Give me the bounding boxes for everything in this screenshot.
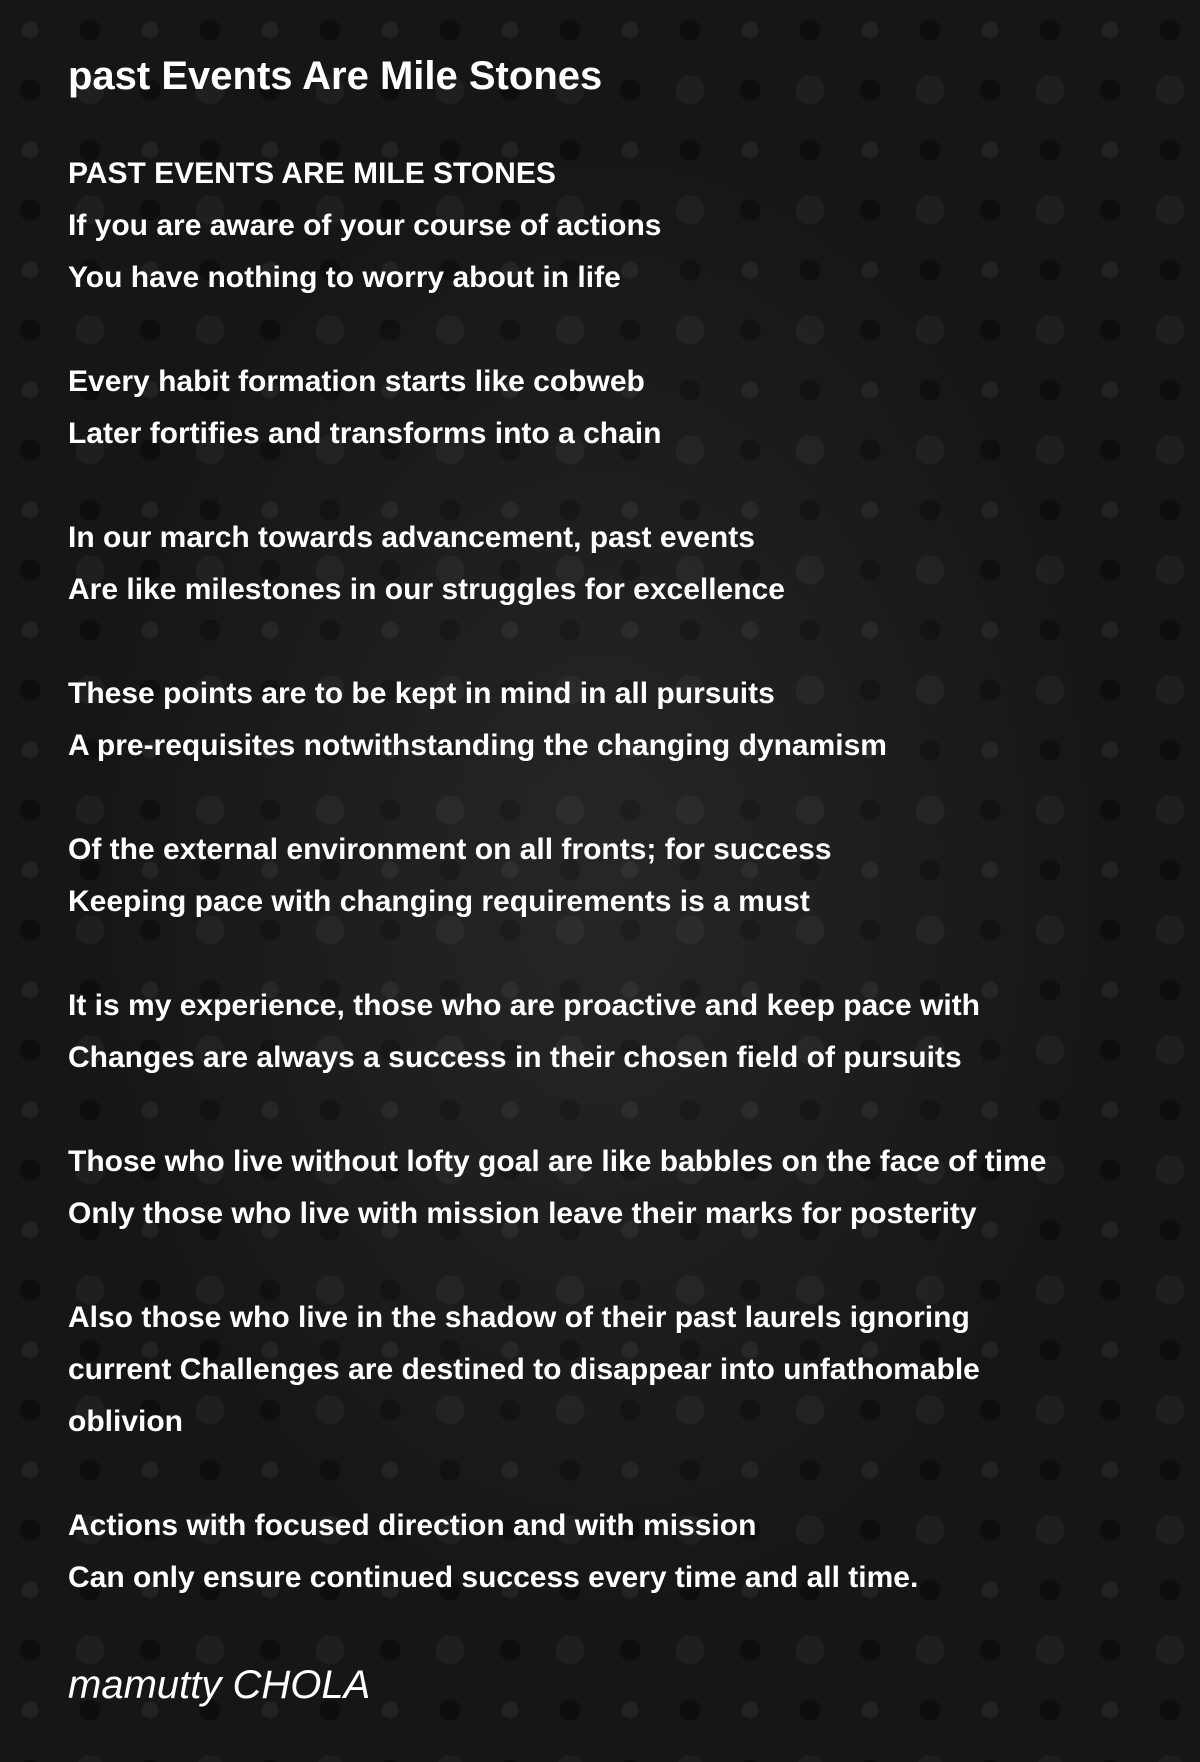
poem-line: PAST EVENTS ARE MILE STONES: [68, 157, 556, 190]
stanza: [68, 980, 1168, 1084]
stanza: [68, 668, 1168, 772]
stanza: [68, 512, 1168, 616]
poem-line: oblivion: [68, 1405, 183, 1438]
poem-line: Those who live without lofty goal are like babbles on the face of time: [68, 1145, 1047, 1178]
poem-line: Every habit formation starts like cobweb: [68, 365, 645, 398]
poem-line: It is my experience, those who are proactive and keep pace with: [68, 989, 980, 1022]
stanza: [68, 824, 1168, 928]
poem-line: Also those who live in the shadow of their past laurels ignoring: [68, 1301, 970, 1334]
poem-line: Can only ensure continued success every time and all time.: [68, 1561, 919, 1594]
stanza: [68, 1292, 1168, 1448]
poem-line: If you are aware of your course of actions: [68, 209, 662, 242]
poem-title: past Events Are Mile Stones: [68, 54, 603, 98]
poem-line: A pre-requisites notwithstanding the changing dynamism: [68, 729, 887, 762]
poem-line: Of the external environment on all fronts; for success: [68, 833, 832, 866]
stanza: [68, 1500, 1168, 1604]
poem-body: [68, 148, 1168, 1656]
poem-line: Later fortifies and transforms into a chain: [68, 417, 662, 450]
poem-line: Actions with focused direction and with mission: [68, 1509, 757, 1542]
poem-line: Changes are always a success in their chosen field of pursuits: [68, 1041, 962, 1074]
poem-line: Are like milestones in our struggles for excellence: [68, 573, 785, 606]
poem-line: You have nothing to worry about in life: [68, 261, 621, 294]
poem-line: These points are to be kept in mind in all pursuits: [68, 677, 775, 710]
poem-line: In our march towards advancement, past events: [68, 521, 755, 554]
poem-line: Only those who live with mission leave their marks for posterity: [68, 1197, 977, 1230]
stanza: [68, 1136, 1168, 1240]
poem-line: current Challenges are destined to disappear into unfathomable: [68, 1353, 980, 1386]
poem-line: Keeping pace with changing requirements is a must: [68, 885, 810, 918]
stanza: [68, 356, 1168, 460]
stanza: [68, 148, 1168, 304]
poem-author: mamutty CHOLA: [68, 1663, 371, 1707]
